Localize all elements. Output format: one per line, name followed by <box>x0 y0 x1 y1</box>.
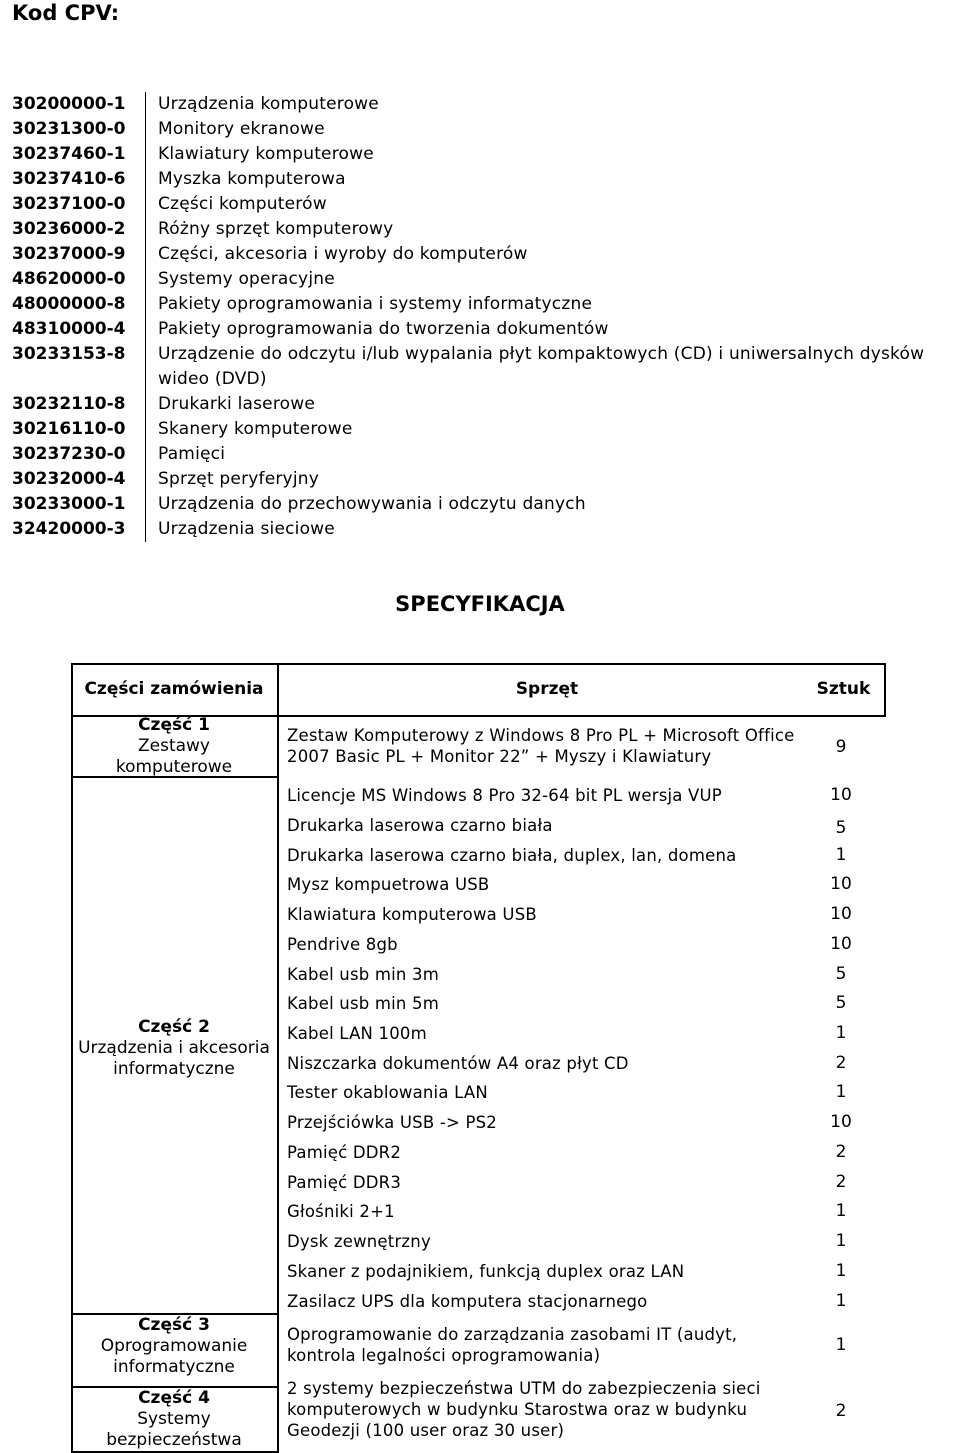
cpv-description: Różny sprzęt komputerowy <box>158 219 394 239</box>
cpv-code: 48620000-0 <box>12 267 146 292</box>
item-quantity: 10 <box>830 904 852 924</box>
cpv-description: Urządzenia komputerowe <box>158 94 379 114</box>
item-quantity: 1 <box>835 1023 847 1043</box>
cpv-code: 30237230-0 <box>12 442 146 467</box>
cpv-row <box>12 442 952 467</box>
cpv-row <box>12 92 952 117</box>
item-description: Dysk zewnętrzny <box>287 1232 431 1251</box>
item-quantity: 1 <box>835 1261 847 1281</box>
item-quantity: 1 <box>835 845 847 865</box>
cpv-description: Pakiety oprogramowania i systemy informatyczne <box>158 294 593 314</box>
item-quantity: 2 <box>835 1142 847 1162</box>
cpv-description: Sprzęt peryferyjny <box>158 469 319 489</box>
item-description: Przejściówka USB -> PS2 <box>287 1113 497 1132</box>
item-description: Skaner z podajnikiem, funkcją duplex oraz LAN <box>287 1262 685 1281</box>
cpv-row <box>12 417 952 442</box>
part-2 <box>71 1017 277 1080</box>
part-name: Oprogramowanie informatyczne <box>100 1336 248 1377</box>
cpv-description: Pamięci <box>158 444 226 464</box>
cpv-row <box>12 392 952 417</box>
cpv-description: Myszka komputerowa <box>158 169 346 189</box>
cpv-row <box>12 317 952 342</box>
cpv-description: Pakiety oprogramowania do tworzenia dokumentów <box>158 319 609 339</box>
cpv-code: 48000000-8 <box>12 292 146 317</box>
cpv-row <box>12 217 952 242</box>
cpv-code: 30216110-0 <box>12 417 146 442</box>
cpv-row <box>12 292 952 317</box>
header-equipment: Sprzęt <box>515 679 579 699</box>
cpv-description: Skanery komputerowe <box>158 419 353 439</box>
item-quantity: 1 <box>835 1201 847 1221</box>
item-quantity: 1 <box>835 1082 847 1102</box>
cpv-description: Drukarki laserowe <box>158 394 316 414</box>
item-description: Drukarka laserowa czarno biała, duplex, lan, domena <box>287 846 737 865</box>
part-name: Zestawy komputerowe <box>115 736 233 777</box>
item-quantity: 10 <box>830 1112 852 1132</box>
item-quantity: 9 <box>835 737 847 757</box>
item-description: Licencje MS Windows 8 Pro 32-64 bit PL wersja VUP <box>287 786 722 805</box>
item-description: Mysz kompuetrowa USB <box>287 875 490 894</box>
item-quantity: 2 <box>835 1172 847 1192</box>
cpv-description: Urządzenie do odczytu i/lub wypalania płyt kompaktowych (CD) i uniwersalnych dysków wideo (DVD) <box>158 344 925 389</box>
cpv-row <box>12 467 952 492</box>
cpv-code-list <box>12 92 952 542</box>
item-quantity: 2 <box>835 1401 847 1421</box>
cpv-code: 30231300-0 <box>12 117 146 142</box>
item-quantity: 1 <box>835 1291 847 1311</box>
cpv-row <box>12 242 952 267</box>
item-description: Kabel LAN 100m <box>287 1024 427 1043</box>
cpv-description: Urządzenia do przechowywania i odczytu danych <box>158 494 586 514</box>
cpv-code: 30232110-8 <box>12 392 146 417</box>
item-description: Pamięć DDR3 <box>287 1173 402 1192</box>
item-quantity: 1 <box>835 1231 847 1251</box>
item-description: Zasilacz UPS dla komputera stacjonarnego <box>287 1292 648 1311</box>
part-4 <box>71 1388 277 1451</box>
item-quantity: 10 <box>830 785 852 805</box>
item-description: Klawiatura komputerowa USB <box>287 905 537 924</box>
item-description: Zestaw Komputerowy z Windows 8 Pro PL + Microsoft Office 2007 Basic PL + Monitor 22” + Myszy i Klawiatury <box>287 726 795 766</box>
item-description: 2 systemy bezpieczeństwa UTM do zabezpieczenia sieci komputerowych w budynku Starostwa oraz w budynku Geodezji (100 user oraz 30 user) <box>287 1379 761 1440</box>
item-description: Niszczarka dokumentów A4 oraz płyt CD <box>287 1054 629 1073</box>
cpv-row <box>12 492 952 517</box>
item-quantity: 2 <box>835 1053 847 1073</box>
cpv-code: 30200000-1 <box>12 92 146 117</box>
item-quantity: 5 <box>835 993 847 1013</box>
part-label: Część 1 <box>138 715 210 735</box>
header-quantity: Sztuk <box>816 679 871 699</box>
cpv-code: 32420000-3 <box>12 517 146 542</box>
item-description: Pendrive 8gb <box>287 935 398 954</box>
item-description: Oprogramowanie do zarządzania zasobami IT (audyt, kontrola legalności oprogramowania) <box>287 1325 738 1365</box>
item-description: Kabel usb min 3m <box>287 965 439 984</box>
cpv-code: 48310000-4 <box>12 317 146 342</box>
item-description: Kabel usb min 5m <box>287 994 439 1013</box>
part-3 <box>71 1315 277 1378</box>
item-quantity: 1 <box>835 1335 847 1355</box>
part-label: Część 3 <box>138 1315 210 1335</box>
cpv-code: 30237000-9 <box>12 242 146 267</box>
cpv-row <box>12 142 952 167</box>
spec-heading: SPECYFIKACJA <box>395 592 565 616</box>
cpv-title: Kod CPV: <box>12 1 120 25</box>
spec-table <box>71 663 886 1453</box>
cpv-row <box>12 192 952 217</box>
item-description: Drukarka laserowa czarno biała <box>287 816 553 835</box>
cpv-description: Urządzenia sieciowe <box>158 519 335 539</box>
item-description: Głośniki 2+1 <box>287 1202 395 1221</box>
cpv-code: 30233153-8 <box>12 342 146 392</box>
item-description: Tester okablowania LAN <box>287 1083 488 1102</box>
part-1 <box>71 715 277 778</box>
item-description: Pamięć DDR2 <box>287 1143 402 1162</box>
cpv-code: 30237410-6 <box>12 167 146 192</box>
cpv-row <box>12 117 952 142</box>
cpv-description: Monitory ekranowe <box>158 119 325 139</box>
cpv-description: Systemy operacyjne <box>158 269 335 289</box>
cpv-code: 30237100-0 <box>12 192 146 217</box>
cpv-row <box>12 342 952 392</box>
cpv-row <box>12 167 952 192</box>
cpv-code: 30232000-4 <box>12 467 146 492</box>
cpv-code: 30233000-1 <box>12 492 146 517</box>
part-label: Część 4 <box>138 1388 210 1408</box>
cpv-description: Części, akcesoria i wyroby do komputerów <box>158 244 528 264</box>
cpv-code: 30237460-1 <box>12 142 146 167</box>
part-name: Urządzenia i akcesoria informatyczne <box>78 1038 270 1079</box>
item-quantity: 10 <box>830 874 852 894</box>
cpv-code: 30236000-2 <box>12 217 146 242</box>
header-parts: Części zamówienia <box>84 679 264 699</box>
part-label: Część 2 <box>138 1017 210 1037</box>
cpv-row <box>12 267 952 292</box>
item-quantity: 10 <box>830 934 852 954</box>
cpv-description: Klawiatury komputerowe <box>158 144 374 164</box>
part-name: Systemy bezpieczeństwa <box>106 1409 242 1450</box>
cpv-description: Części komputerów <box>158 194 327 214</box>
item-quantity: 5 <box>835 964 847 984</box>
cpv-row <box>12 517 952 542</box>
item-quantity: 5 <box>835 818 847 838</box>
